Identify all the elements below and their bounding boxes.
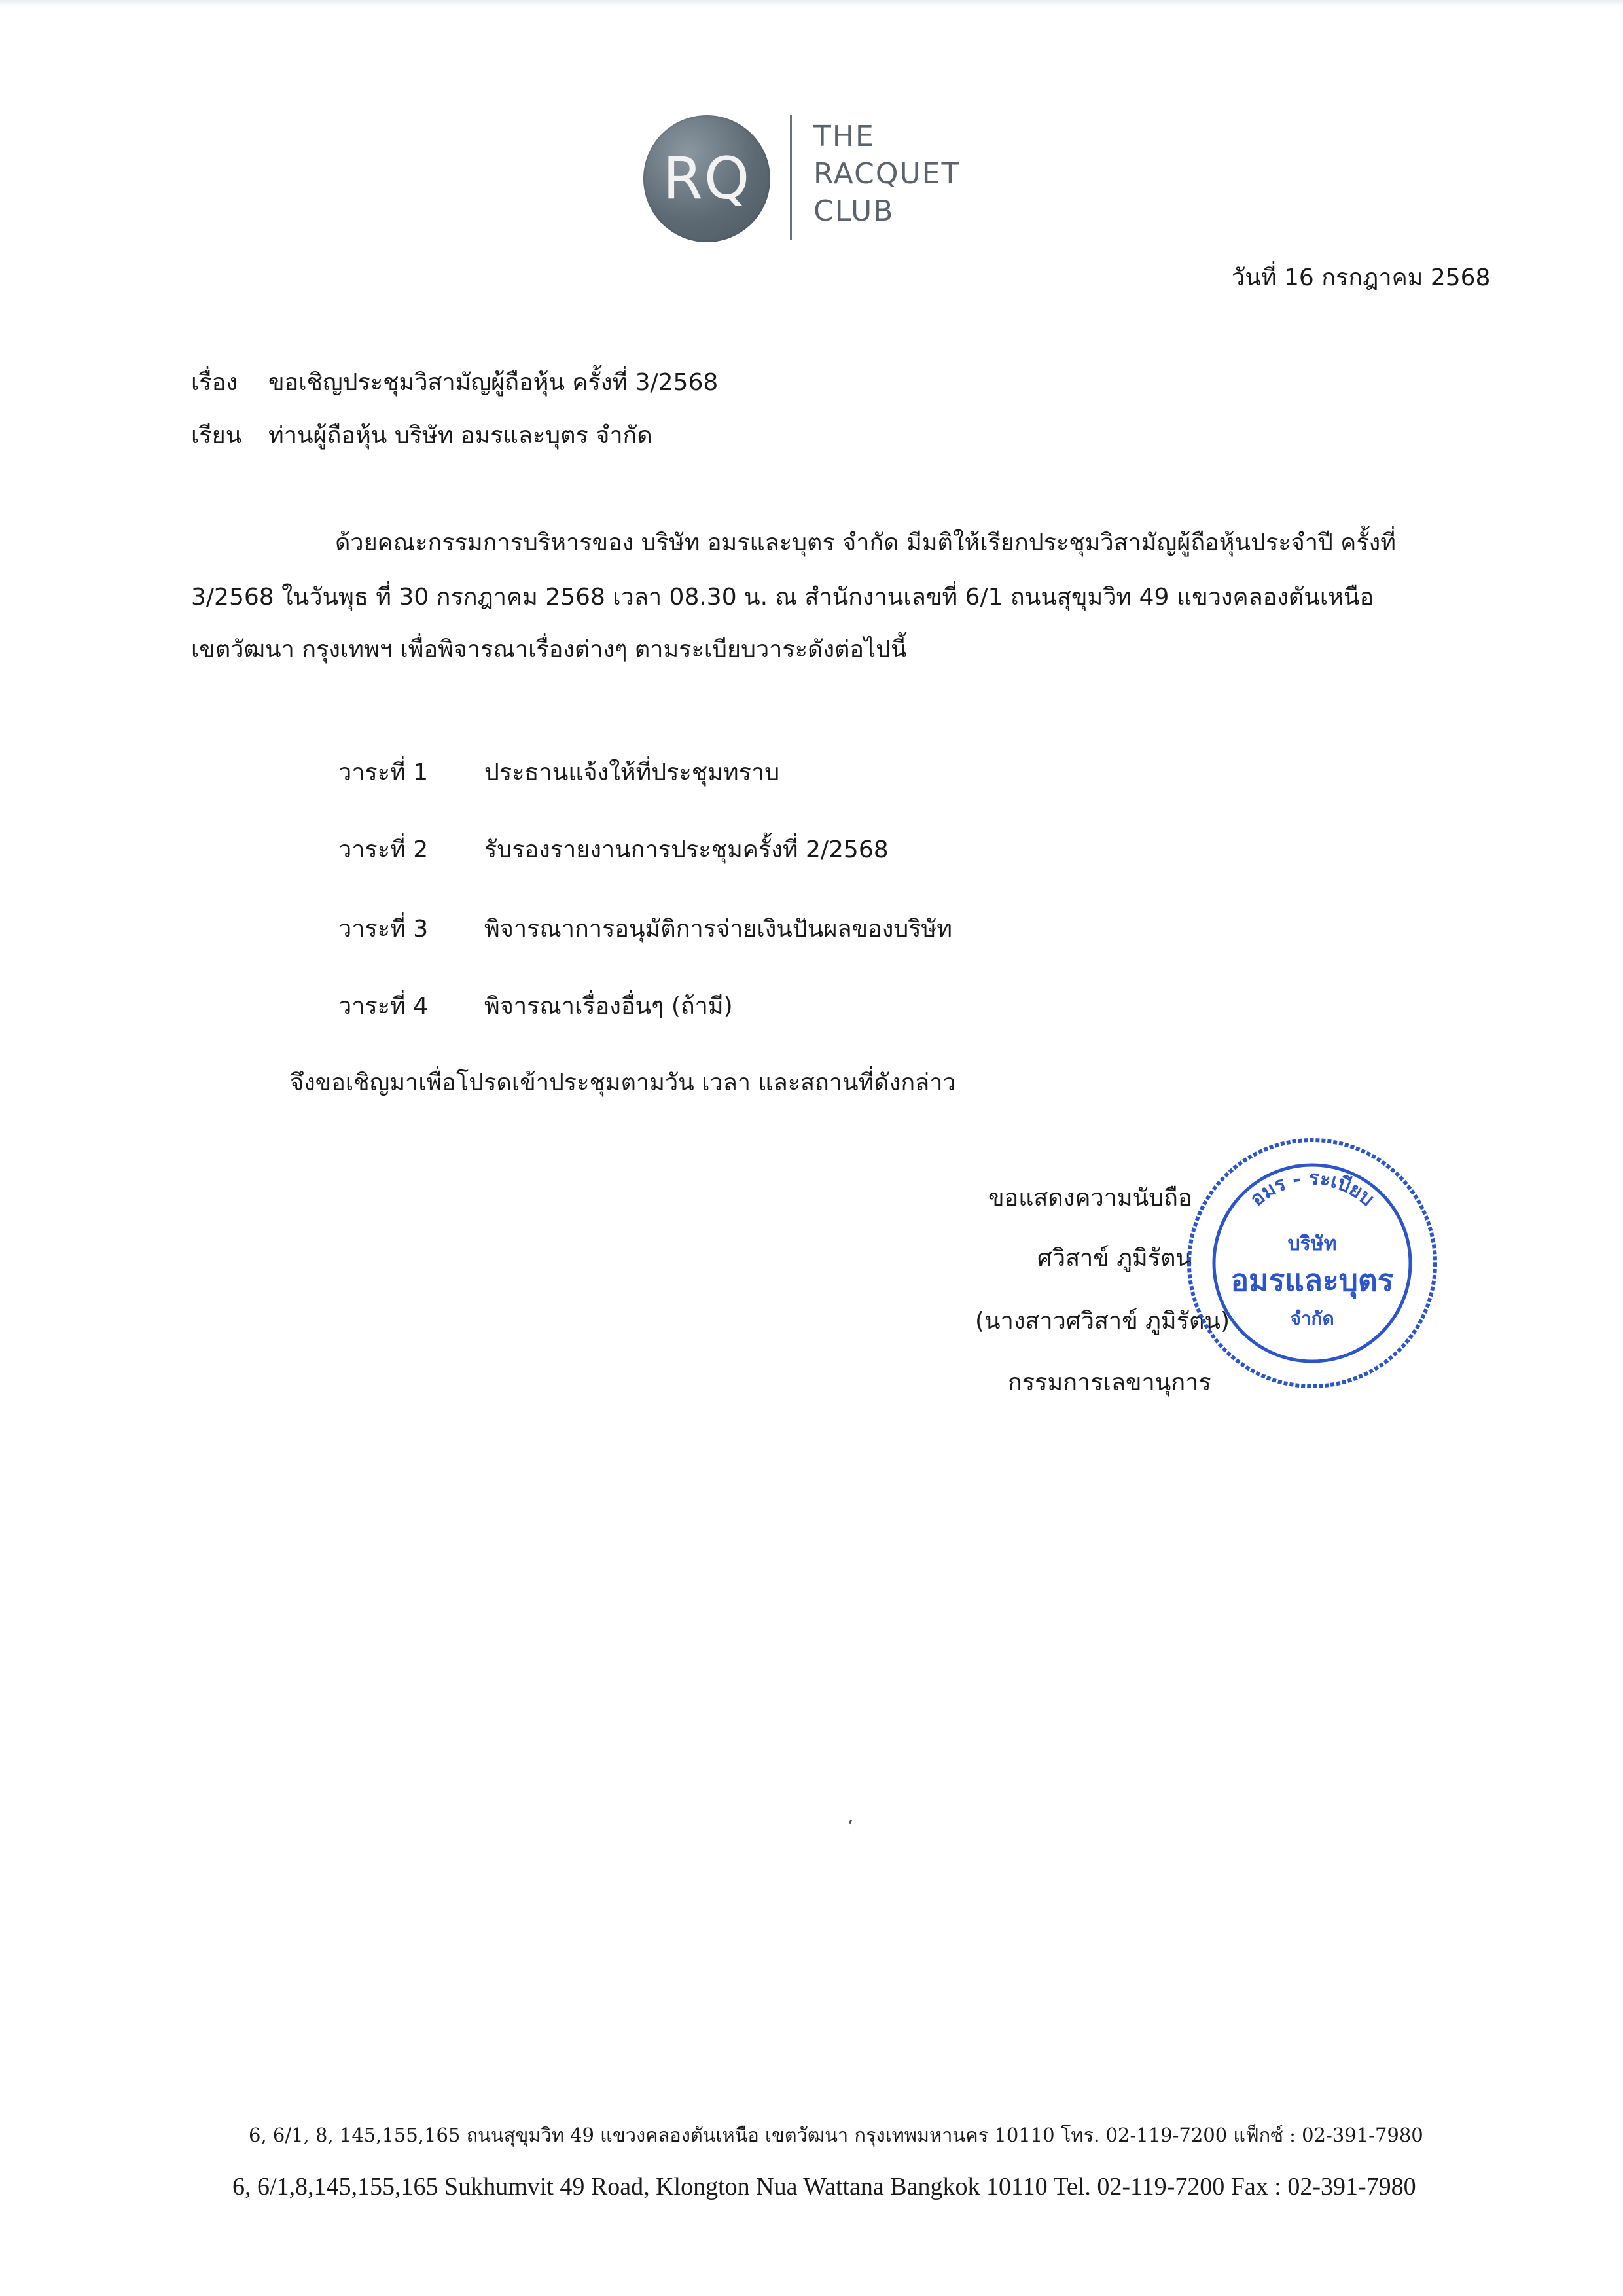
agenda-label: วาระที่ 3 bbox=[338, 916, 429, 942]
footer-address-thai: 6, 6/1, 8, 145,155,165 ถนนสุขุมวิท 49 แขวงคลองตันเหนือ เขตวัฒนา กรุงเทพมหานคร 10110 โทร. 02-119-7200 แฟ็กซ์ : 02-391-7980 bbox=[249, 2124, 1423, 2146]
agenda-label: วาระที่ 4 bbox=[338, 993, 429, 1020]
stamp-suffix: จำกัด bbox=[1290, 1308, 1334, 1329]
signature-title: กรรมการเลขานุการ bbox=[1008, 1369, 1211, 1396]
body-line: 3/2568 ในวันพุธ ที่ 30 กรกฎาคม 2568 เวลา 08.30 น. ณ สำนักงานเลขที่ 6/1 ถนนสุขุมวิท 49 แขวงคลองตันเหนือ bbox=[191, 584, 1374, 611]
closing-sentence: จึงขอเชิญมาเพื่อโปรดเข้าประชุมตามวัน เวลา และสถานที่ดังกล่าว bbox=[290, 1069, 956, 1096]
company-stamp bbox=[1181, 1132, 1443, 1394]
agenda-item: ประธานแจ้งให้ที่ประชุมทราบ bbox=[484, 759, 780, 786]
logo-word: RACQUET bbox=[813, 157, 961, 190]
logo-initials: RQ bbox=[662, 145, 751, 212]
logo-wordmark bbox=[813, 118, 960, 230]
letter-date: วันที่ 16 กรกฎาคม 2568 bbox=[1232, 264, 1491, 291]
agenda-item: พิจารณาการอนุมัติการจ่ายเงินปันผลของบริษัท bbox=[484, 916, 952, 942]
footer-address-english: 6, 6/1,8,145,155,165 Sukhumvit 49 Road, Klongton Nua Wattana Bangkok 10110 Tel. 02-119-7200 Fax : 02-391-7980 bbox=[232, 2173, 1416, 2200]
agenda-label: วาระที่ 1 bbox=[338, 759, 429, 786]
company-logo bbox=[643, 115, 984, 246]
scan-speck bbox=[849, 1820, 852, 1825]
logo-word: CLUB bbox=[813, 194, 895, 228]
signature-printed-name: (นางสาวศวิสาข์ ภูมิรัตน) bbox=[975, 1308, 1230, 1335]
logo-word: THE bbox=[813, 120, 875, 153]
agenda-item: พิจารณาเรื่องอื่นๆ (ถ้ามี) bbox=[484, 993, 733, 1020]
agenda-item: รับรองรายงานการประชุมครั้งที่ 2/2568 bbox=[484, 836, 889, 863]
body-line: ด้วยคณะกรรมการบริหารของ บริษัท อมรและบุตร จำกัด มีมติให้เรียกประชุมวิสามัญผู้ถือหุ้นประจำปี ครั้งที่ bbox=[335, 529, 1396, 556]
stamp-company-label: บริษัท bbox=[1287, 1232, 1337, 1255]
body-line: เขตวัฒนา กรุงเทพฯ เพื่อพิจารณาเรื่องต่างๆ ตามระเบียบวาระดังต่อไปนี้ bbox=[191, 636, 907, 663]
stamp-top-text: อมร - ระเบียบ bbox=[1245, 1166, 1379, 1211]
subject-label: เรื่อง bbox=[191, 369, 238, 396]
signature-name: ศวิสาข์ ภูมิรัตน bbox=[1037, 1245, 1192, 1272]
signature-regards: ขอแสดงความนับถือ bbox=[988, 1185, 1192, 1211]
recipient-value: ท่านผู้ถือหุ้น บริษัท อมรและบุตร จำกัด bbox=[268, 422, 652, 449]
agenda-label: วาระที่ 2 bbox=[338, 836, 429, 863]
recipient-label: เรียน bbox=[191, 422, 242, 449]
page-top-edge bbox=[0, 0, 1623, 7]
logo-divider bbox=[790, 115, 792, 240]
subject-value: ขอเชิญประชุมวิสามัญผู้ถือหุ้น ครั้งที่ 3/2568 bbox=[268, 369, 719, 396]
stamp-company-name: อมรและบุตร bbox=[1230, 1263, 1394, 1298]
